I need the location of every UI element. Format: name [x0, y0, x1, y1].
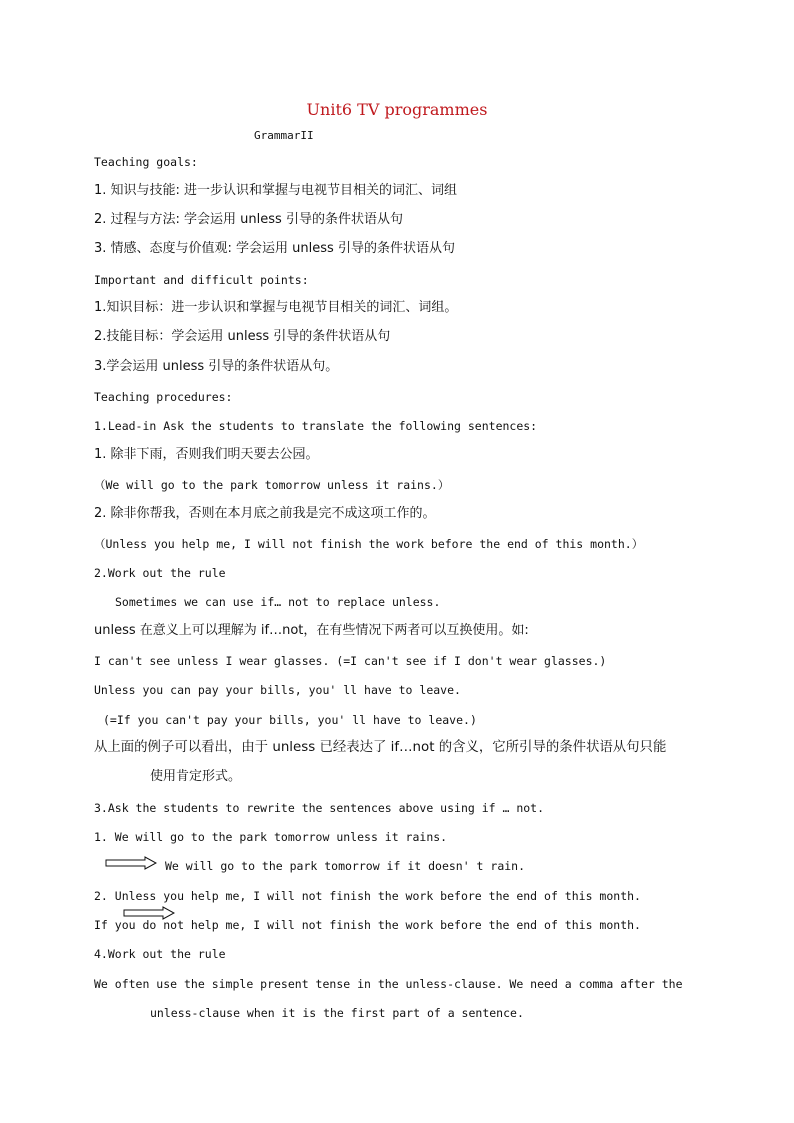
example-sentence: (=If you can't pay your bills, you' ll have to leave.) — [103, 713, 477, 727]
rule-explanation: 使用肯定形式。 — [150, 769, 242, 784]
section-heading-goals: Teaching goals: — [94, 155, 198, 169]
rule-explanation: 从上面的例子可以看出，由于 unless 已经表达了 if…not 的含义，它所引导的条件状语从句只能 — [94, 740, 667, 755]
section-heading-procedures: Teaching procedures: — [94, 390, 233, 404]
example-sentence: 1. 除非下雨，否则我们明天要去公园。 — [94, 447, 319, 462]
example-sentence: Unless you can pay your bills, you' ll have to leave. — [94, 683, 461, 697]
rule-sentence: We often use the simple present tense in the unless-clause. We need a comma after the — [94, 977, 683, 991]
exercise-answer: We will go to the park tomorrow if it doesn' t rain. — [165, 859, 526, 873]
example-translation: （Unless you help me, I will not finish the work before the end of this month.） — [94, 537, 644, 551]
example-sentence: 2. 除非你帮我，否则在本月底之前我是完不成这项工作的。 — [94, 506, 436, 521]
exercise-sentence: 2. Unless you help me, I will not finish the work before the end of this month. — [94, 889, 641, 903]
example-translation: （We will go to the park tomorrow unless it rains.） — [94, 478, 450, 492]
rule-sentence: unless-clause when it is the first part of a sentence. — [150, 1006, 524, 1020]
procedure-step: 3.Ask the students to rewrite the sentences above using if … not. — [94, 801, 545, 815]
page-title: Unit6 TV programmes — [306, 100, 488, 119]
exercise-sentence: 1. We will go to the park tomorrow unless it rains. — [94, 830, 448, 844]
procedure-step: 1.Lead-in Ask the students to translate the following sentences: — [94, 419, 538, 433]
goal-item: 3. 情感、态度与价值观: 学会运用 unless 引导的条件状语从句 — [94, 241, 455, 256]
page-subtitle: GrammarII — [254, 129, 314, 142]
goal-item: 1. 知识与技能: 进一步认识和掌握与电视节目相关的词汇、词组 — [94, 183, 458, 198]
rule-sentence: Sometimes we can use if… not to replace unless. — [115, 595, 441, 609]
right-arrow-icon — [105, 856, 157, 868]
exercise-answer: If you do not help me, I will not finish the work before the end of this month. — [94, 918, 641, 932]
point-item: 1.知识目标：进一步认识和掌握与电视节目相关的词汇、词组。 — [94, 300, 458, 315]
goal-item: 2. 过程与方法: 学会运用 unless 引导的条件状语从句 — [94, 212, 403, 227]
point-item: 2.技能目标：学会运用 unless 引导的条件状语从句 — [94, 329, 391, 344]
example-sentence: I can't see unless I wear glasses. (=I can't see if I don't wear glasses.) — [94, 654, 607, 668]
rule-explanation: unless 在意义上可以理解为 if…not，在有些情况下两者可以互换使用。如: — [94, 623, 529, 638]
section-heading-points: Important and difficult points: — [94, 273, 309, 287]
point-item: 3.学会运用 unless 引导的条件状语从句。 — [94, 359, 339, 374]
procedure-step: 2.Work out the rule — [94, 566, 226, 580]
procedure-step: 4.Work out the rule — [94, 947, 226, 961]
